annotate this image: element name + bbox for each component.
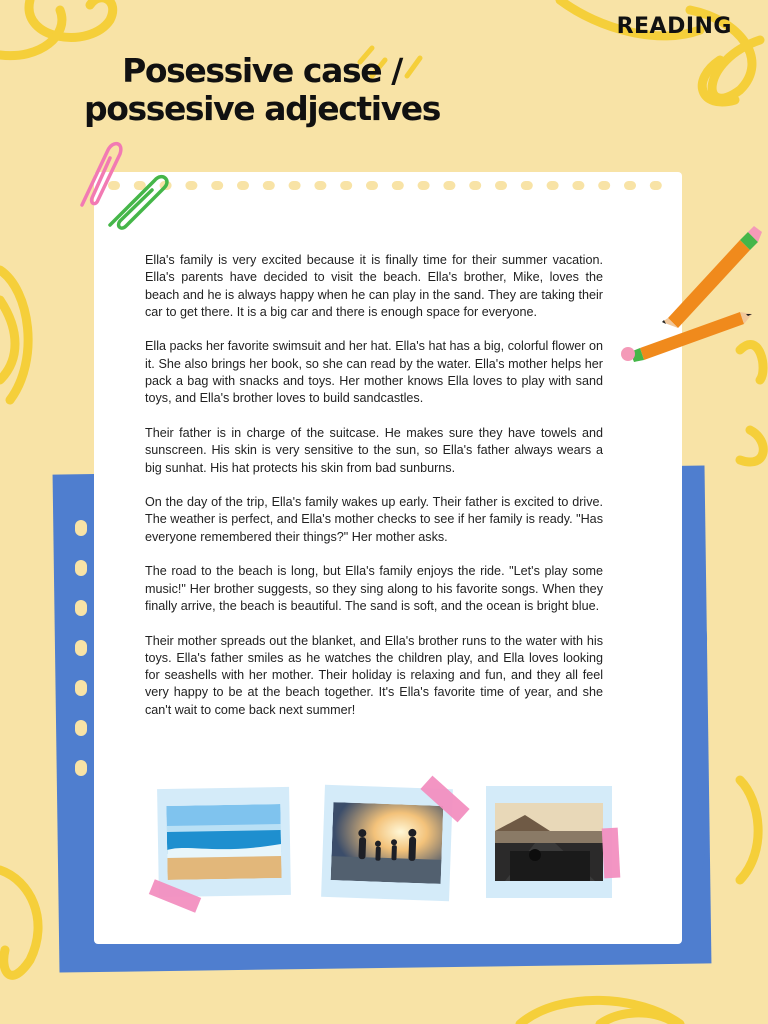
story-paragraph: On the day of the trip, Ella's family wakes up early. Their father is excited to drive. The weather is perfect, and Ella's mother checks to see if her family is ready. "Has everyone remembered their things?" Her mother asks. [145, 495, 603, 544]
pencil-icon [662, 226, 762, 328]
section-tag: READING [616, 14, 732, 39]
story-paragraph: Their father is in charge of the suitcase. He makes sure they have towels and sunscreen. His skin is very sensitive to the sun, so Ella's father always wears a big sunhat. His hat protects his skin from bad sunburns. [145, 425, 603, 475]
pencil-icon [621, 312, 752, 362]
title-line-1: Posessive case / [122, 51, 402, 90]
title-line-2: possesive adjectives [83, 89, 441, 128]
story-paragraph: Ella's family is very excited because it is finally time for their summer vacation. Ella's parents have decided to visit the beach. Ella's brother, Mike, loves the beach and he is always happy when he can play in the sand. They are taking their car to get there. It is a big car and there is enough space for everyone. [145, 253, 603, 319]
story-paragraph: The road to the beach is long, but Ella's family enjoys the ride. "Let's play some music!" Her brother suggests, so they sing along to his favorite songs. When they finally arrive, the beach is beautiful. The sand is soft, and the ocean is bright blue. [145, 564, 603, 613]
story-paragraph: Their mother spreads out the blanket, and Ella's brother runs to the water with his toys. Ella's father smiles as he watches the children play, and Ella loves looking for seashells with her mother. Their holiday is relaxing and fun, and they all feel very happy to be at the beach together. It's Ella's favorite time of year, and she can't wait to come back next summer! [145, 633, 603, 717]
story-paragraph: Ella packs her favorite swimsuit and her hat. Ella's hat has a big, colorful flower on it. She also brings her book, so she can read by the water. Ella's mother helps her pack a bag with snacks and toys. Her mother knows Ella loves to play with sand toys, and Ella's brother loves to build sandcastles. [145, 339, 603, 406]
